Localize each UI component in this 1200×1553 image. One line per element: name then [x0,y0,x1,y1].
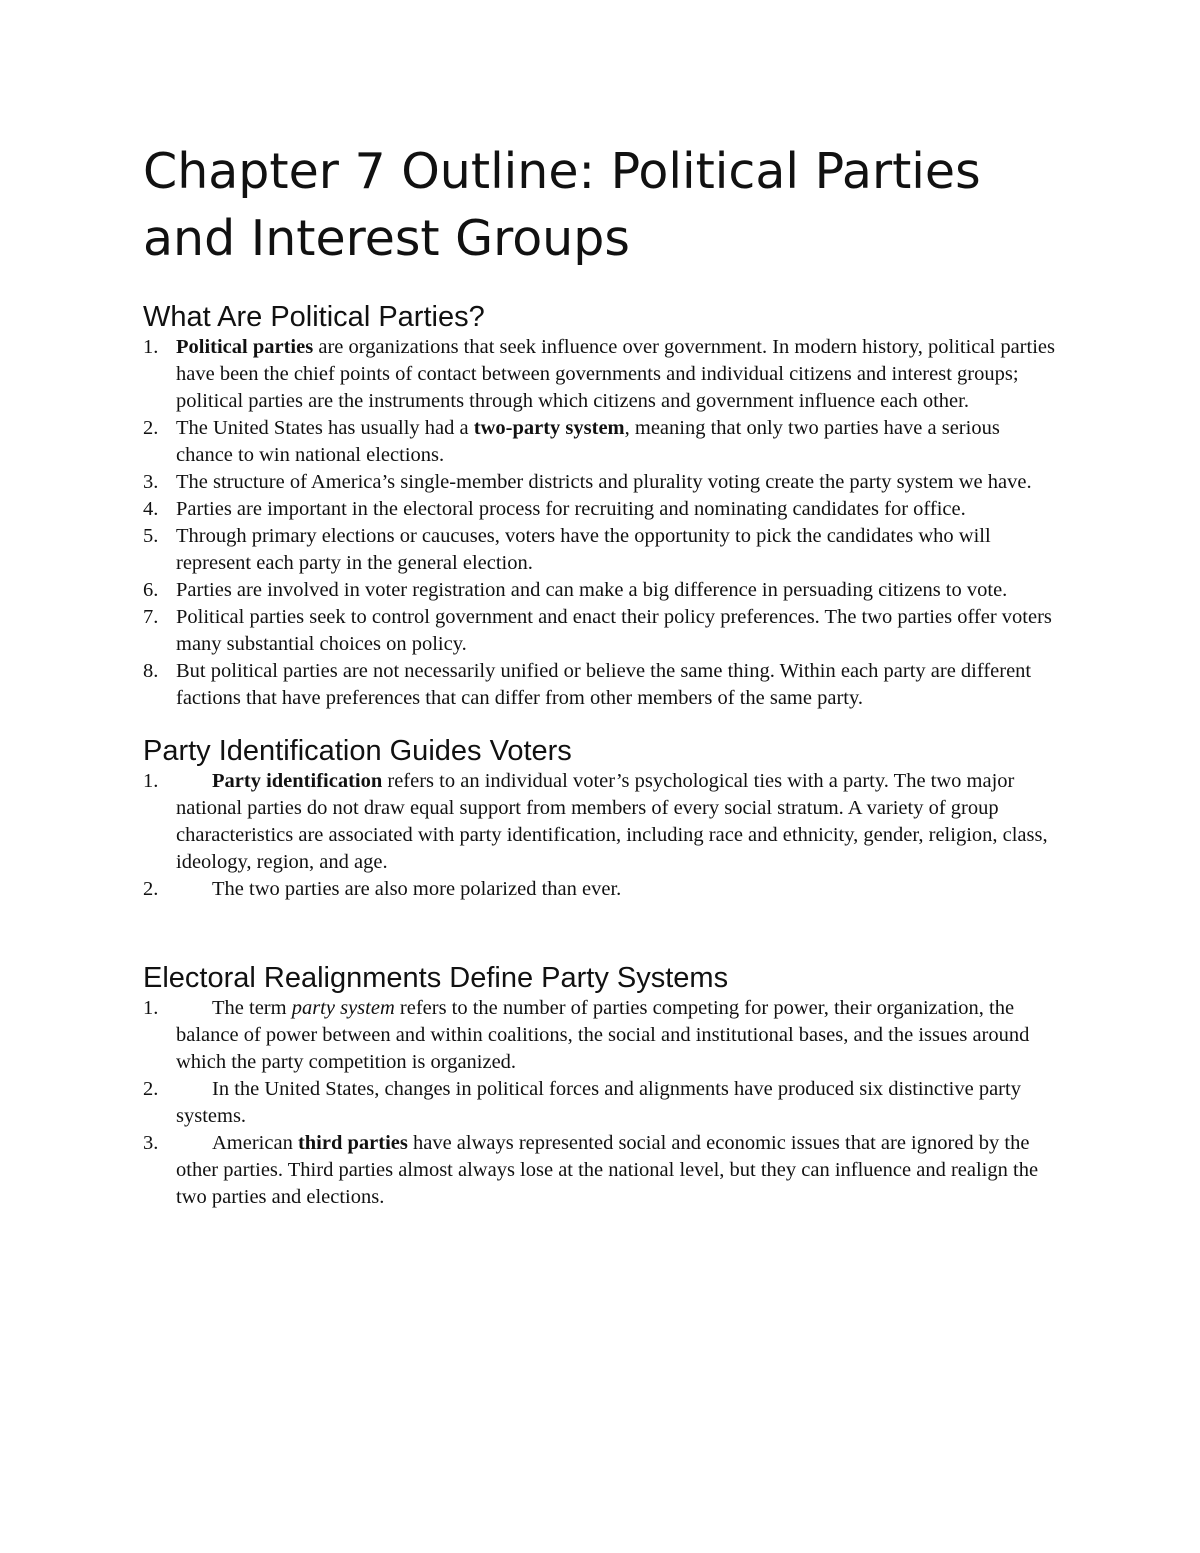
section-heading: Electoral Realignments Define Party Systems [143,962,729,994]
item-text: The two parties are also more polarized than ever. [212,878,622,900]
item-text: have always represented social and economic issues that are ignored by the other parties. Third parties almost always lose at the national level, but they can influence and realign the two parties and elections. [176,1132,1039,1208]
item-number: 2. [143,878,159,900]
item-number: 7. [143,606,159,628]
list-item [143,1076,1060,1130]
list-item [143,604,1060,658]
list-item [143,523,1060,577]
list-item [143,334,1060,415]
list-item [143,415,1060,469]
list-item [143,876,1060,903]
list-item [143,1130,1060,1211]
item-text: The term [212,997,292,1019]
section-heading: Party Identification Guides Voters [143,735,572,767]
item-number: 5. [143,525,159,547]
item-number: 2. [143,1078,159,1100]
item-number: 1. [143,770,159,792]
document-title: Chapter 7 Outline: Political Parties and Interest Groups [143,143,981,267]
item-number: 8. [143,660,159,682]
outline-list [143,334,1060,712]
item-text: refers to an individual voter’s psychological ties with a party. The two major national parties do not draw equal support from members of every social stratum. A variety of group characteristics are associated with party identification, including race and ethnicity, gender, religion, class, ideology, region, and age. [176,770,1048,873]
item-text: But political parties are not necessarily unified or believe the same thing. Within each party are different factions that have preferences that can differ from other members of the same party. [176,660,1032,709]
section-party-identification [143,734,1060,903]
key-term: Political parties [176,336,314,358]
item-text: , meaning that only two parties have a serious chance to win national elections. [176,417,1000,466]
item-number: 6. [143,579,159,601]
list-item [143,496,1060,523]
section-what-are-political-parties [143,300,1060,712]
outline-list [143,768,1060,903]
item-number: 3. [143,471,159,493]
item-text: refers to the number of parties competing for power, their organization, the balance of power between and within coalitions, the social and institutional bases, and the issues around which the party competition is organized. [176,997,1030,1073]
item-text: Parties are important in the electoral process for recruiting and nominating candidates for office. [176,498,966,520]
item-text: The structure of America’s single-member districts and plurality voting create the party system we have. [176,471,1032,493]
item-text: The United States has usually had a [176,417,474,439]
item-text: are organizations that seek influence over government. In modern history, political parties have been the chief points of contact between governments and individual citizens and interest groups; political parties are the instruments through which citizens and government influence each other. [176,336,1055,412]
item-text: Parties are involved in voter registration and can make a big difference in persuading citizens to vote. [176,579,1008,601]
list-item [143,577,1060,604]
list-item [143,469,1060,496]
list-item [143,768,1060,876]
section-electoral-realignments [143,961,1060,1211]
section-heading: What Are Political Parties? [143,301,485,333]
item-number: 1. [143,336,159,358]
outline-list [143,995,1060,1211]
key-term: Party identification [212,770,383,792]
key-term: third parties [297,1132,408,1154]
item-text: In the United States, changes in political forces and alignments have produced six distinctive party systems. [176,1078,1021,1127]
item-text: Through primary elections or caucuses, voters have the opportunity to pick the candidates who will represent each party in the general election. [176,525,991,574]
item-number: 2. [143,417,159,439]
list-item [143,658,1060,712]
key-term: two-party system [473,417,625,439]
item-number: 3. [143,1132,159,1154]
key-term: party system [291,997,395,1019]
item-number: 1. [143,997,159,1019]
item-text: American [212,1132,298,1154]
list-item [143,995,1060,1076]
item-number: 4. [143,498,159,520]
item-text: Political parties seek to control government and enact their policy preferences. The two parties offer voters many substantial choices on policy. [176,606,1052,655]
